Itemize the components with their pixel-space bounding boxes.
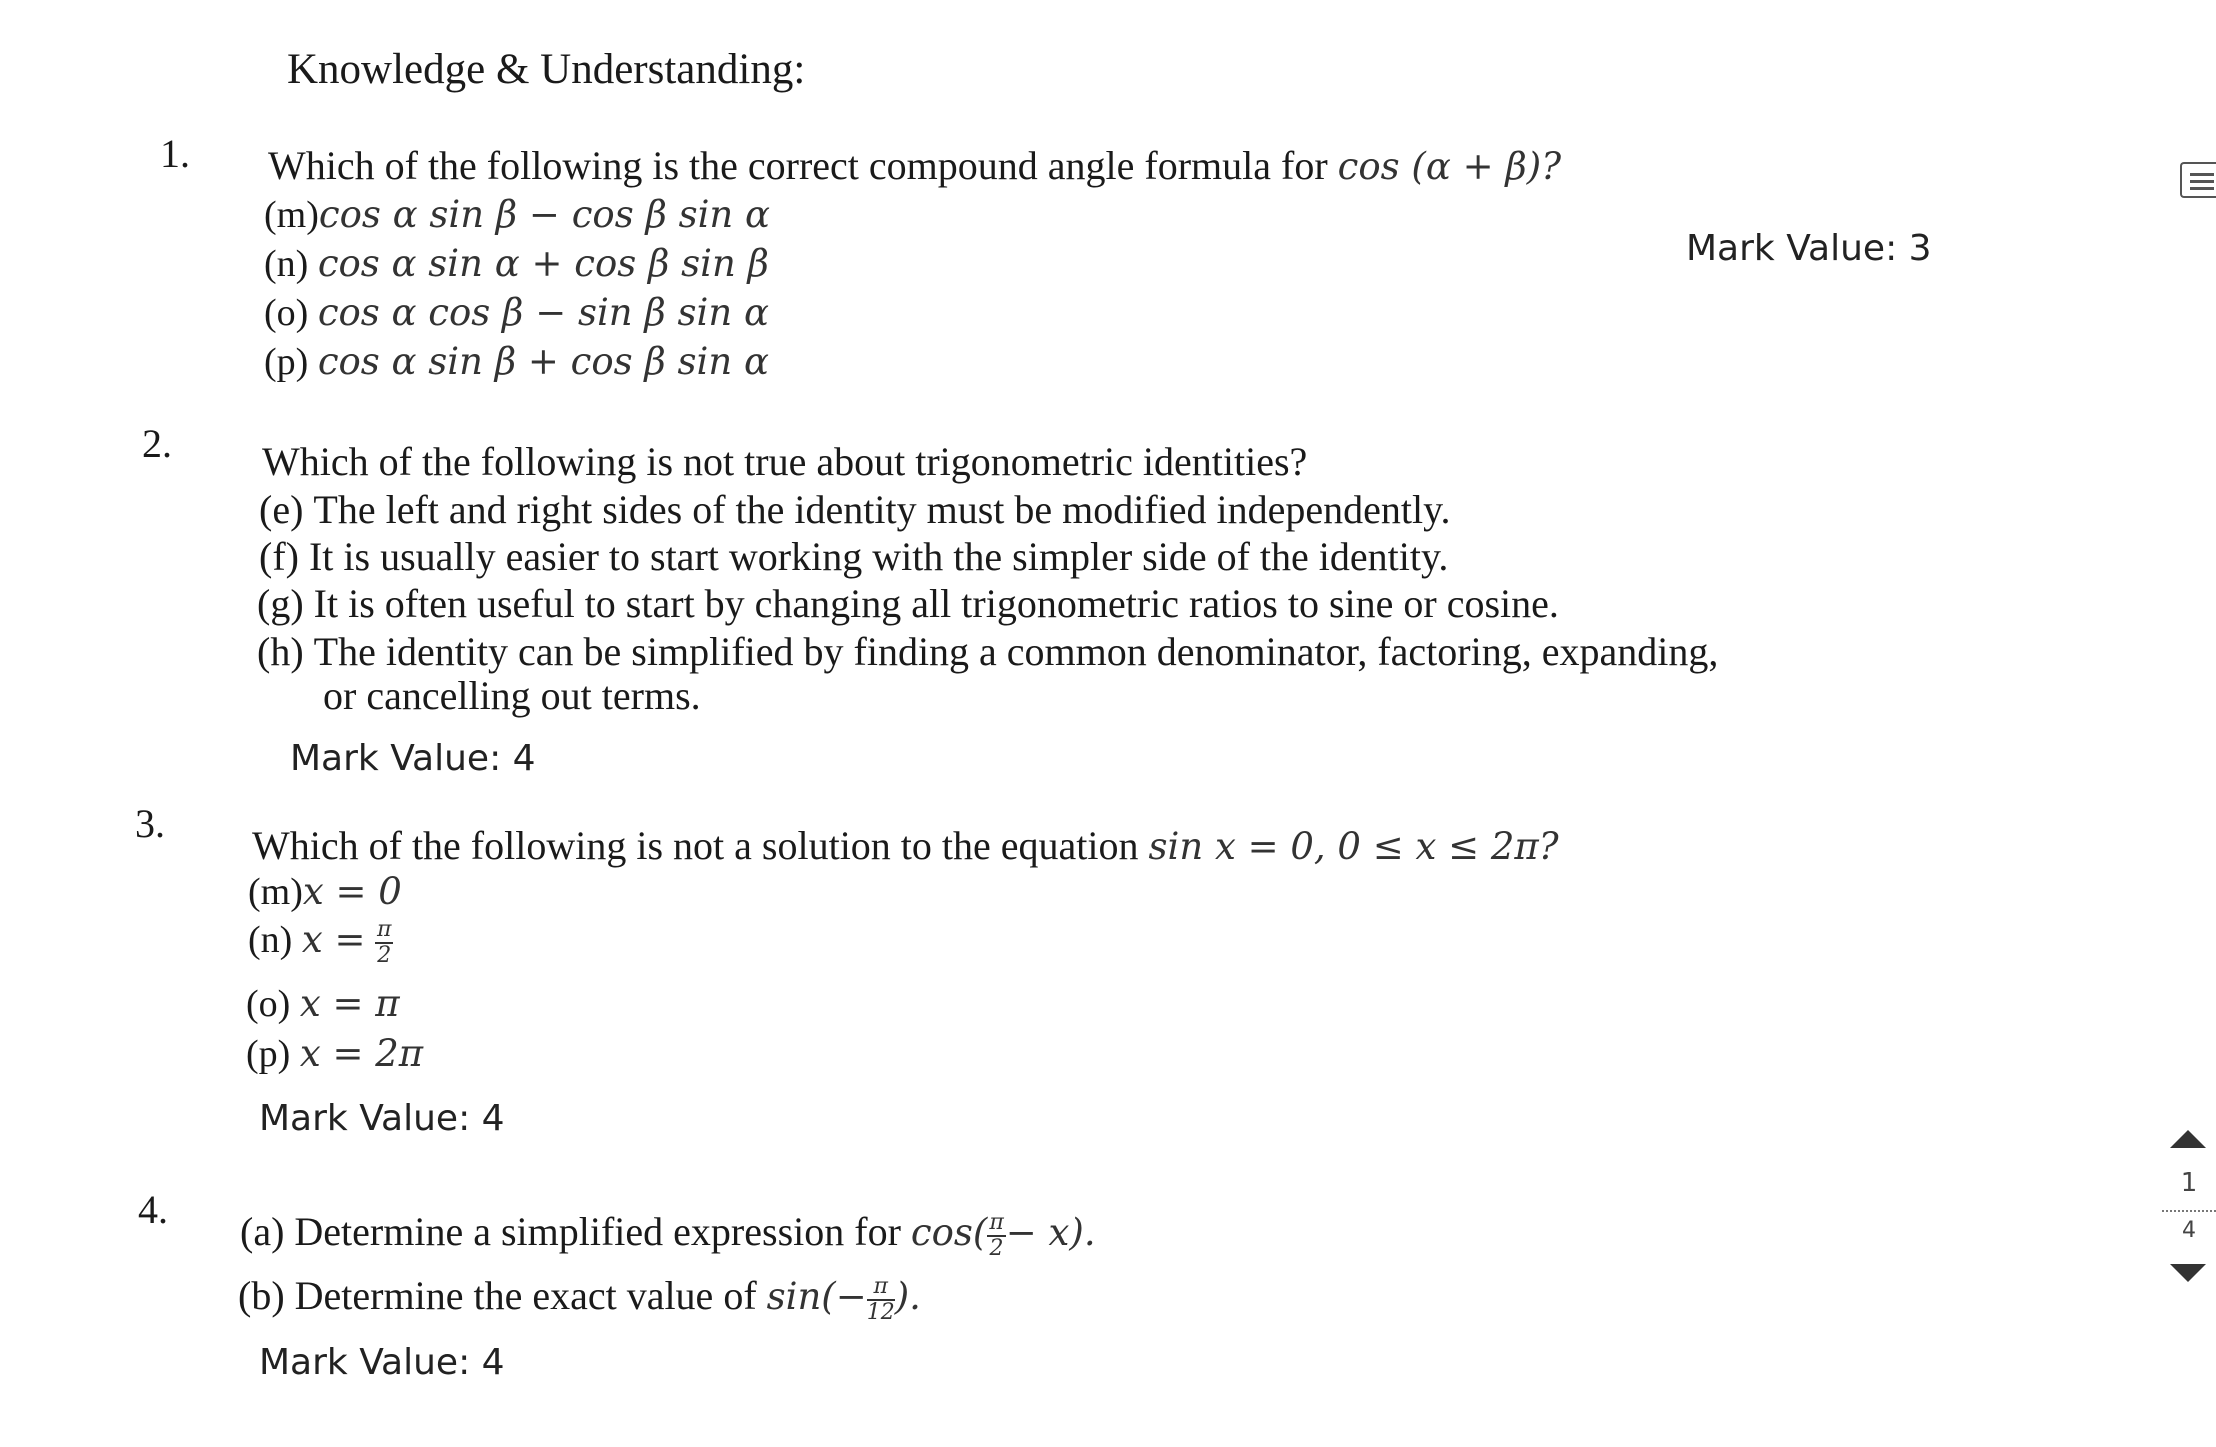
part-text: Determine the exact value of <box>294 1273 757 1318</box>
option-label: (f) <box>259 534 299 579</box>
option-h-continuation: or cancelling out terms. <box>323 673 701 718</box>
option-n <box>264 242 769 286</box>
fraction <box>987 1211 1005 1261</box>
page-up-icon[interactable] <box>2170 1130 2206 1148</box>
option-label: (n) <box>264 243 309 285</box>
option-math: x = 2π <box>299 1032 424 1075</box>
option-text: The left and right sides of the identity must be modified independently. <box>313 487 1451 532</box>
question-prompt <box>268 142 1561 189</box>
option-label: (m) <box>248 871 303 913</box>
option-label: (o) <box>246 983 291 1025</box>
part-label: (a) <box>240 1209 285 1254</box>
option-f <box>259 533 1448 580</box>
part-math: sin(− <box>766 1275 867 1318</box>
option-label: (o) <box>264 292 309 334</box>
option-o <box>264 291 769 335</box>
option-p <box>264 340 769 384</box>
option-h <box>257 628 1718 675</box>
option-e <box>259 486 1451 533</box>
fraction-numerator: π <box>989 1209 1004 1235</box>
prompt-math: cos (α + β)? <box>1337 145 1562 188</box>
fraction <box>375 918 393 968</box>
part-math: cos( <box>910 1211 988 1254</box>
question-number: 3. <box>135 801 165 846</box>
question-number: 1. <box>160 131 190 176</box>
option-text: It is often useful to start by changing all trigonometric ratios to sine or cosine. <box>313 581 1559 626</box>
part-math: − x). <box>1005 1211 1096 1254</box>
option-label: (g) <box>257 581 304 626</box>
option-math: cos α sin β + cos β sin α <box>317 340 769 383</box>
option-n <box>248 918 393 968</box>
option-label: (h) <box>257 629 304 674</box>
option-label: (e) <box>259 487 304 532</box>
question-number: 4. <box>138 1187 168 1232</box>
option-m <box>248 870 402 914</box>
mark-value: Mark Value: 4 <box>290 738 536 779</box>
option-text: It is usually easier to start working with the simpler side of the identity. <box>308 534 1449 579</box>
question-prompt: Which of the following is not true about trigonometric identities? <box>262 439 1308 484</box>
option-math: x = <box>301 918 366 961</box>
mark-value: Mark Value: 4 <box>259 1342 505 1383</box>
prompt-text: Which of the following is not a solution to the equation <box>252 823 1139 868</box>
prompt-math: sin x = 0, 0 ≤ x ≤ 2π? <box>1148 825 1559 868</box>
part-b <box>238 1272 921 1325</box>
question-number: 2. <box>142 421 172 466</box>
option-math: x = 0 <box>302 870 402 913</box>
fraction-denominator: 12 <box>866 1299 895 1325</box>
mark-value: Mark Value: 4 <box>259 1098 505 1139</box>
question-prompt <box>252 822 1559 869</box>
option-math: cos α cos β − sin β sin α <box>317 291 769 334</box>
option-o <box>246 982 400 1026</box>
option-m <box>264 193 770 237</box>
option-label: (p) <box>264 341 309 383</box>
fraction-denominator: 2 <box>377 943 392 969</box>
fraction <box>867 1275 895 1325</box>
part-text: Determine a simplified expression for <box>294 1209 901 1254</box>
section-heading: Knowledge & Understanding: <box>287 46 806 93</box>
option-g <box>257 580 1559 627</box>
menu-icon[interactable] <box>2180 162 2216 198</box>
page-divider <box>2162 1210 2216 1212</box>
option-label: (n) <box>248 919 293 961</box>
fraction-numerator: π <box>867 1275 895 1301</box>
option-label: (p) <box>246 1033 291 1075</box>
option-p <box>246 1032 423 1076</box>
prompt-text: Which of the following is the correct compound angle formula for <box>268 143 1328 188</box>
current-page: 1 <box>2180 1168 2198 1198</box>
option-math: cos α sin β − cos β sin α <box>318 193 770 236</box>
part-label: (b) <box>238 1273 285 1318</box>
option-label: (m) <box>264 194 319 236</box>
mark-value: Mark Value: 3 <box>1686 228 1932 269</box>
total-pages: 4 <box>2182 1218 2196 1243</box>
option-math: x = π <box>299 982 400 1025</box>
fraction-numerator: π <box>376 917 392 943</box>
part-a <box>240 1208 1096 1261</box>
part-math: ). <box>894 1275 921 1318</box>
option-math: cos α sin α + cos β sin β <box>317 242 769 285</box>
option-text: The identity can be simplified by finding a common denominator, factoring, expanding, <box>313 629 1719 674</box>
page-down-icon[interactable] <box>2170 1264 2206 1282</box>
fraction-denominator: 2 <box>989 1235 1004 1261</box>
